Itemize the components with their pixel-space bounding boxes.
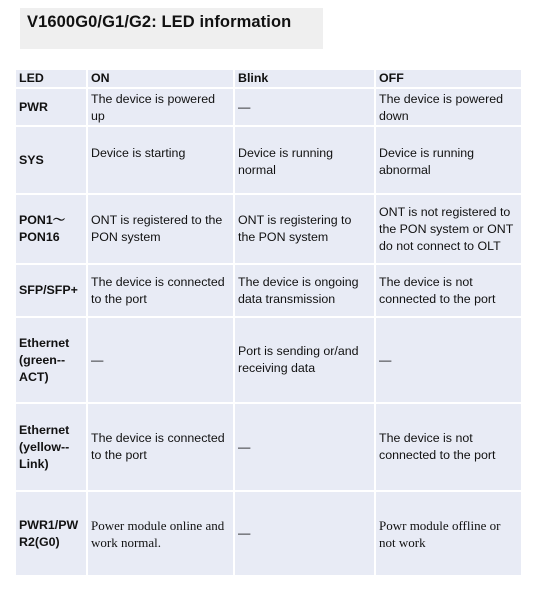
cell-on: The device is connected to the port [88, 404, 233, 492]
table-row [16, 404, 521, 492]
cell-on: — [88, 318, 233, 404]
led-name: PON1～PON16 [16, 195, 86, 265]
cell-off: Device is running abnormal [376, 127, 521, 195]
cell-blink: — [235, 404, 374, 492]
cell-off: The device is not connected to the port [376, 404, 521, 492]
header-off: OFF [376, 70, 521, 89]
table-row [16, 127, 521, 195]
cell-blink: The device is ongoing data transmission [235, 265, 374, 318]
cell-on: The device is connected to the port [88, 265, 233, 318]
cell-on: ONT is registered to the PON system [88, 195, 233, 265]
led-name: SFP/SFP+ [16, 265, 86, 318]
table-row [16, 195, 521, 265]
cell-blink: Device is running normal [235, 127, 374, 195]
cell-blink: Port is sending or/and receiving data [235, 318, 374, 404]
table-row [16, 318, 521, 404]
header-on: ON [88, 70, 233, 89]
led-name: SYS [16, 127, 86, 195]
table-row [16, 89, 521, 127]
header-row [16, 70, 521, 89]
table-row [16, 265, 521, 318]
page-title: V1600G0/G1/G2: LED information [27, 13, 292, 31]
led-table [14, 70, 523, 577]
cell-off: — [376, 318, 521, 404]
header-blink: Blink [235, 70, 374, 89]
led-name: PWR1/PWR2(G0) [16, 492, 86, 577]
cell-blink: — [235, 89, 374, 127]
cell-on: The device is powered up [88, 89, 233, 127]
title-box [20, 8, 323, 49]
cell-off: ONT is not registered to the PON system or ONT do not connect to OLT [376, 195, 521, 265]
cell-blink: ONT is registering to the PON system [235, 195, 374, 265]
cell-off: Powr module offline or not work [376, 492, 521, 577]
led-name: PWR [16, 89, 86, 127]
cell-off: The device is not connected to the port [376, 265, 521, 318]
cell-off: The device is powered down [376, 89, 521, 127]
cell-blink: — [235, 492, 374, 577]
cell-on: Device is starting [88, 127, 233, 195]
header-led: LED [16, 70, 86, 89]
led-name: Ethernet (yellow--Link) [16, 404, 86, 492]
cell-on: Power module online and work normal. [88, 492, 233, 577]
led-name: Ethernet (green--ACT) [16, 318, 86, 404]
table-row [16, 492, 521, 577]
